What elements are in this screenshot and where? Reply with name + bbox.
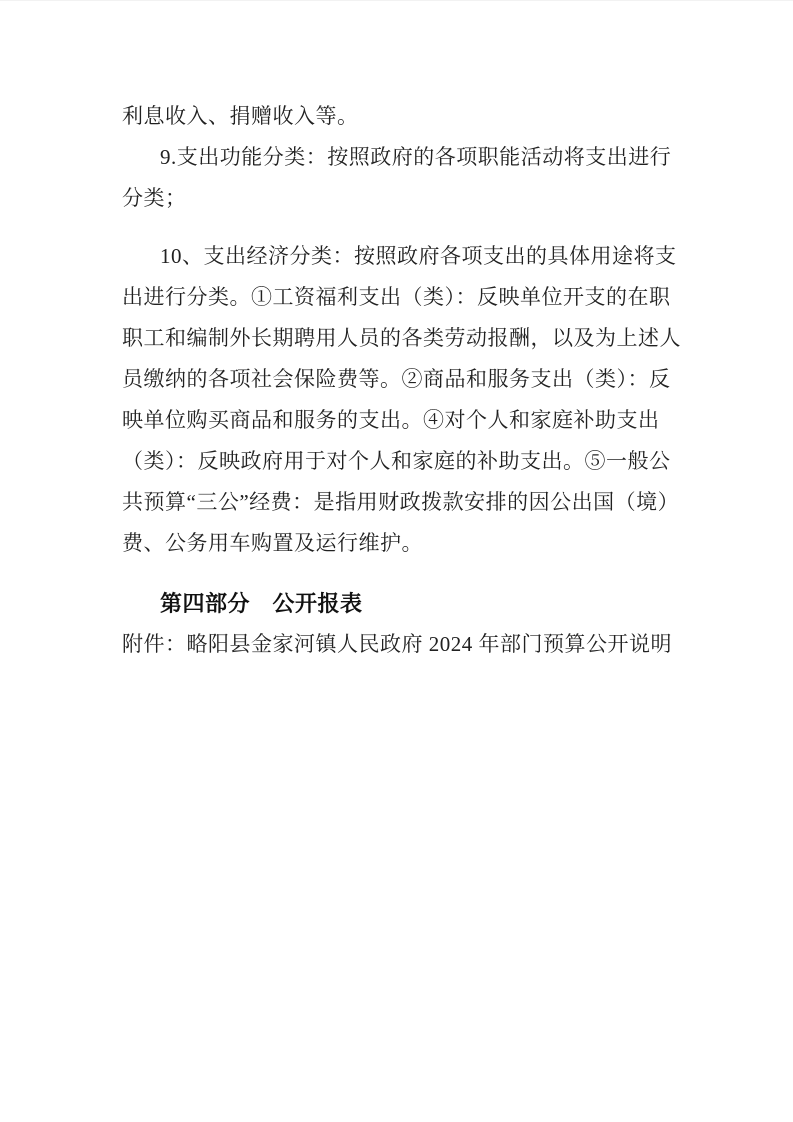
line-para10-2: 出进行分类。①工资福利支出（类）：反映单位开支的在职 [122,285,671,309]
section-heading-part4: 第四部分 公开报表 [160,591,363,616]
line-para10-1: 10、支出经济分类：按照政府各项支出的具体用途将支 [160,244,677,268]
line-attachment: 附件：略阳县金家河镇人民政府 2024 年部门预算公开说明 [122,632,672,656]
line-para10-3: 职工和编制外长期聘用人员的各类劳动报酬，以及为上述人 [122,326,681,350]
line-para10-6: （类）：反映政府用于对个人和家庭的补助支出。⑤一般公 [122,449,671,473]
document-text-column [122,96,681,665]
line-para10-8: 费、公务用车购置及运行维护。 [122,531,423,555]
line-para10-4: 员缴纳的各项社会保险费等。②商品和服务支出（类）：反 [122,367,671,391]
line-para10-7: 共预算“三公”经费：是指用财政拨款安排的因公出国（境） [122,490,680,514]
line-interest-income: 利息收入、捐赠收入等。 [122,104,359,128]
line-para10-5: 映单位购买商品和服务的支出。④对个人和家庭补助支出 [122,408,660,432]
line-para9-1: 9.支出功能分类：按照政府的各项职能活动将支出进行 [160,145,672,169]
line-para9-2: 分类； [122,186,187,210]
